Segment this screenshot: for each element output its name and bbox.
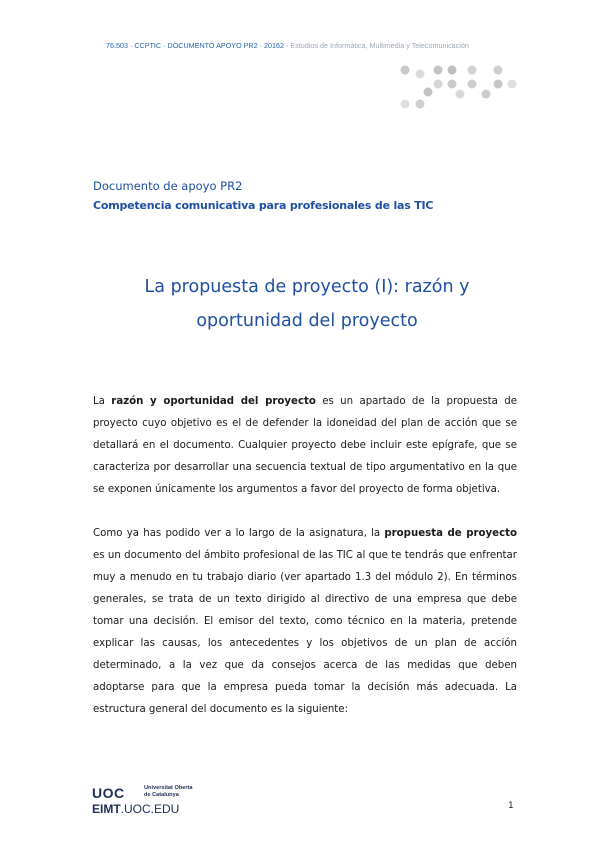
paragraph-1-text-a: La — [93, 396, 112, 407]
uoc-footer-logo — [92, 783, 212, 823]
logo-dot — [401, 100, 410, 109]
logo-dot — [434, 66, 443, 75]
logo-dot — [448, 80, 457, 89]
paragraph-2 — [93, 523, 517, 721]
uoc-dots-logo-icon — [398, 64, 518, 112]
paragraph-1-text-b: es un apartado de la propuesta de proyecto cuyo objetivo es el de defender la idoneidad del plan de acción que se detallará en el documento. Cualquier proyecto debe incluir este epígrafe, que se caracteriza por desarrollar una secuencia textual de tipo argumentativo en la que se exponen únicamente los argumentos a favor del proyecto de forma objetiva. — [93, 396, 517, 495]
page-title-line-1: La propuesta de proyecto (I): razón y — [144, 277, 470, 297]
paragraph-1 — [93, 391, 517, 501]
eimt-url-bold: EIMT — [92, 802, 121, 816]
running-header — [106, 41, 546, 50]
logo-dot — [468, 80, 477, 89]
document-type: Documento de apoyo PR2 — [93, 179, 243, 193]
logo-dot — [448, 66, 457, 75]
logo-dot — [494, 66, 503, 75]
page-number: 1 — [508, 801, 514, 811]
eimt-url — [92, 802, 179, 816]
paragraph-2-text-b: es un documento del ámbito profesional de las TIC al que te tendrás que enfrentar muy a menudo en tu trabajo diario (ver apartado 1.3 del módulo 2). En términos generales, se trata de un texto dirigido al directivo de una empresa que debe tomar una decisión. El emisor del texto, como técnico en la materia, pretende explicar las causas, los antecedentes y los objetivos de un plan de acción determinado, a la vez que da consejos acerca de las medidas que deben adoptarse para que la empresa pueda tomar la decisión más adecuada. La estructura general del documento es la siguiente: — [93, 550, 517, 715]
page-title-line-2: oportunidad del proyecto — [196, 311, 418, 331]
logo-dot — [434, 80, 443, 89]
paragraph-2-text-a: Como ya has podido ver a lo largo de la asignatura, la — [93, 528, 385, 539]
course-name: Competencia comunicativa para profesionales de las TIC — [93, 199, 434, 212]
uoc-wordmark: UOC — [92, 785, 125, 801]
logo-dot — [416, 70, 425, 79]
page-title — [93, 270, 521, 338]
header-course-code: 76.503 · CCPTIC · DOCUMENTO APOYO PR2 · 20162 · — [106, 41, 289, 50]
header-school-name: Estudios de Informática, Multimedia y Telecomunicación — [288, 41, 469, 50]
paragraph-1-bold: razón y oportunidad del proyecto — [111, 396, 316, 407]
logo-dot — [456, 90, 465, 99]
logo-dot — [482, 90, 491, 99]
logo-dot — [416, 100, 425, 109]
logo-dot — [424, 88, 433, 97]
uoc-full-name: Universitat Oberta de Catalunya — [144, 785, 193, 798]
eimt-url-rest: .UOC.EDU — [120, 802, 180, 816]
logo-dot — [401, 66, 410, 75]
paragraph-2-bold: propuesta de proyecto — [384, 528, 517, 539]
logo-dot — [508, 80, 517, 89]
logo-dot — [468, 66, 477, 75]
logo-dot — [494, 80, 503, 89]
